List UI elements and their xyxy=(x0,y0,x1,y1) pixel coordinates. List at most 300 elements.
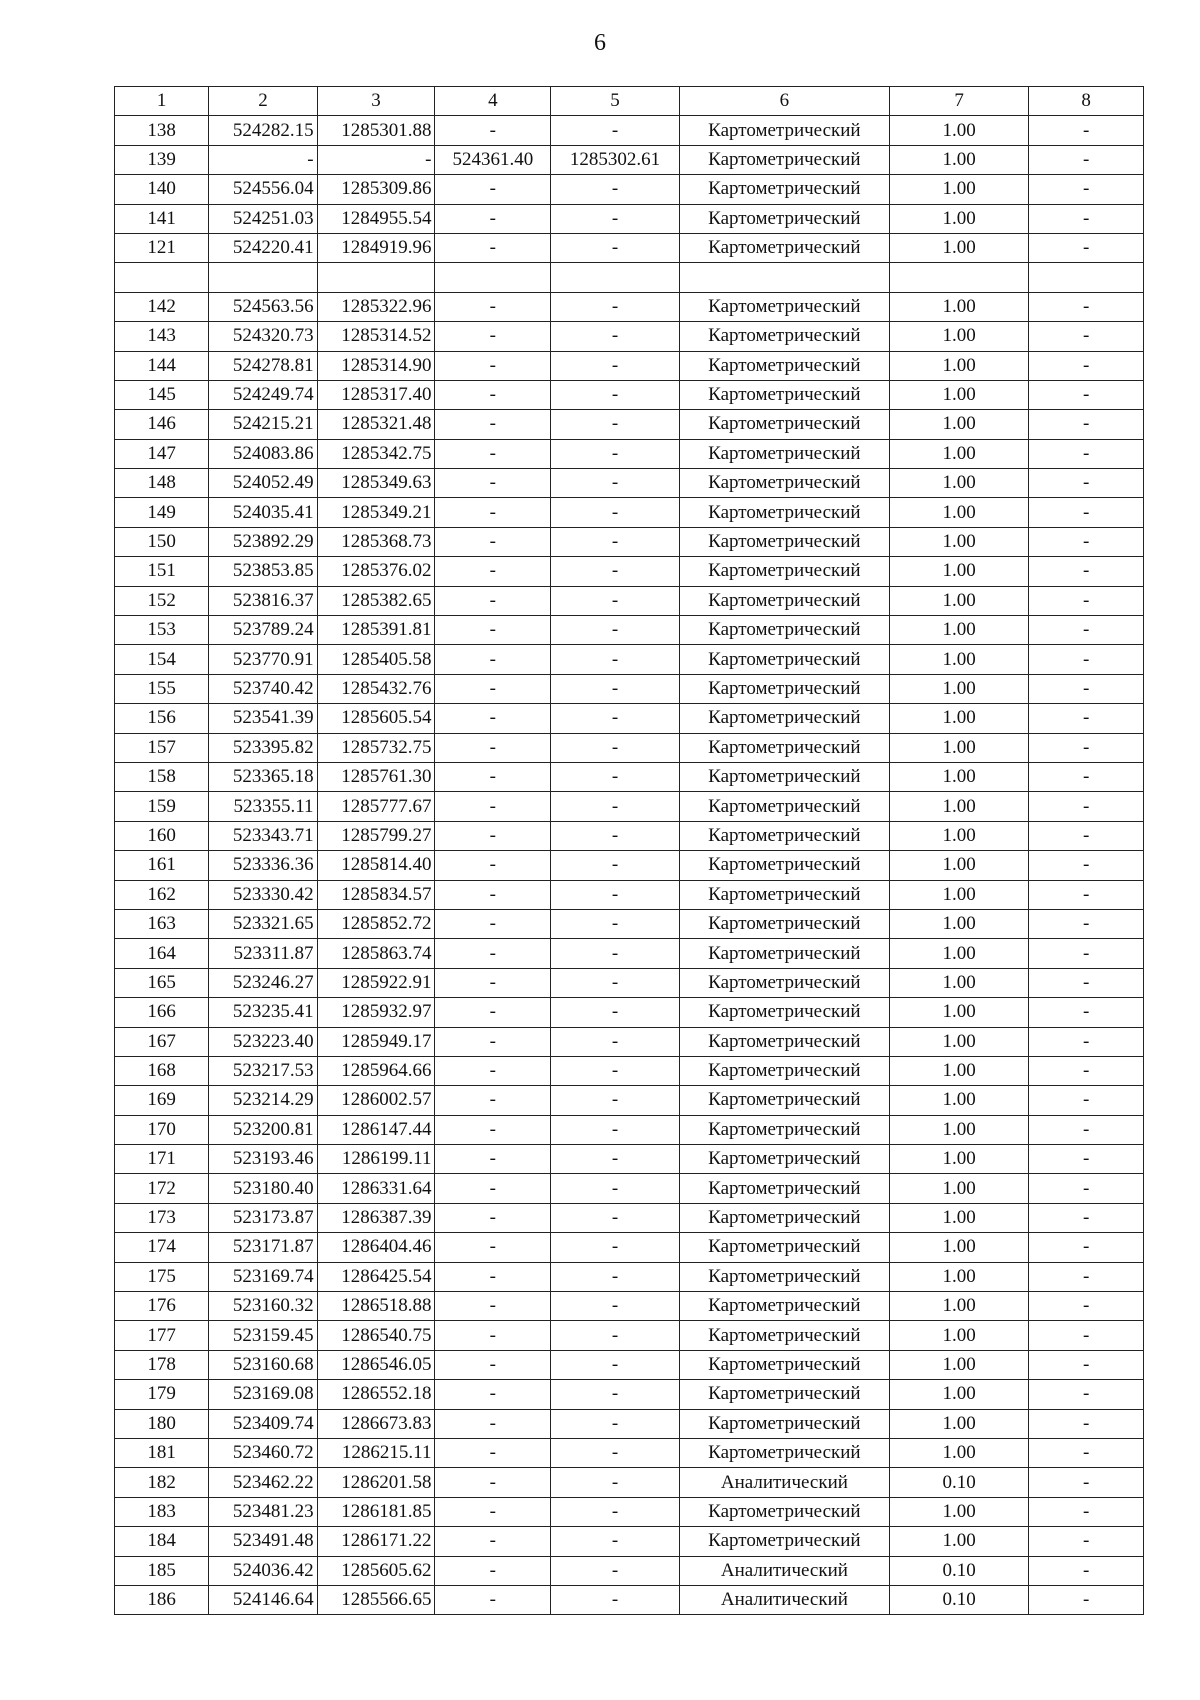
table-cell-col-7: 1.00 xyxy=(889,586,1028,615)
table-cell-col-3: 1285342.75 xyxy=(317,439,435,468)
table-row xyxy=(115,263,1144,292)
table-cell-col-8: - xyxy=(1029,1438,1144,1467)
table-cell-col-3: 1285314.90 xyxy=(317,351,435,380)
table-row xyxy=(115,1585,1144,1614)
table-cell-col-5 xyxy=(551,263,680,292)
table-cell-col-5: - xyxy=(551,792,680,821)
table-cell-col-7: 1.00 xyxy=(889,351,1028,380)
table-cell-col-3: 1286171.22 xyxy=(317,1527,435,1556)
table-cell-col-4: - xyxy=(435,410,551,439)
table-cell-col-1: 175 xyxy=(115,1262,209,1291)
table-cell-col-7: 1.00 xyxy=(889,439,1028,468)
table-row xyxy=(115,645,1144,674)
table-cell-col-4: - xyxy=(435,733,551,762)
table-cell-col-2: 523395.82 xyxy=(209,733,317,762)
table-row xyxy=(115,116,1144,145)
table-cell-col-1: 176 xyxy=(115,1292,209,1321)
table-cell-col-2: 523409.74 xyxy=(209,1409,317,1438)
table-cell-col-3: 1285605.54 xyxy=(317,704,435,733)
table-cell-col-2: 524320.73 xyxy=(209,322,317,351)
table-row xyxy=(115,469,1144,498)
table-cell-col-1: 164 xyxy=(115,939,209,968)
table-cell-col-6: Картометрический xyxy=(679,1292,889,1321)
table-cell-col-7: 1.00 xyxy=(889,1262,1028,1291)
table-cell-col-8: - xyxy=(1029,1497,1144,1526)
table-cell-col-2: 523160.32 xyxy=(209,1292,317,1321)
table-cell-col-6: Картометрический xyxy=(679,998,889,1027)
table-cell-col-6: Картометрический xyxy=(679,439,889,468)
table-cell-col-2: 523173.87 xyxy=(209,1203,317,1232)
table-cell-col-8: - xyxy=(1029,557,1144,586)
table-cell-col-5: - xyxy=(551,1321,680,1350)
table-cell-col-4: - xyxy=(435,1027,551,1056)
table-cell-col-2: 524563.56 xyxy=(209,292,317,321)
table-cell-col-5: - xyxy=(551,439,680,468)
table-cell-col-4: 524361.40 xyxy=(435,145,551,174)
table-cell-col-5: - xyxy=(551,851,680,880)
table-cell-col-8: - xyxy=(1029,1262,1144,1291)
table-cell-col-7: 1.00 xyxy=(889,1321,1028,1350)
table-cell-col-8: - xyxy=(1029,704,1144,733)
table-cell-col-6: Картометрический xyxy=(679,410,889,439)
table-row xyxy=(115,1056,1144,1085)
table-cell-col-6: Картометрический xyxy=(679,498,889,527)
table-cell-col-4: - xyxy=(435,880,551,909)
table-cell-col-1: 179 xyxy=(115,1380,209,1409)
table-cell-col-4: - xyxy=(435,351,551,380)
table-cell-col-3: 1286518.88 xyxy=(317,1292,435,1321)
table-cell-col-1: 152 xyxy=(115,586,209,615)
table-cell-col-2: 523193.46 xyxy=(209,1145,317,1174)
table-cell-col-3: 1285349.63 xyxy=(317,469,435,498)
table-cell-col-7: 1.00 xyxy=(889,616,1028,645)
table-row xyxy=(115,1409,1144,1438)
table-cell-col-6: Картометрический xyxy=(679,527,889,556)
table-cell-col-2: 523330.42 xyxy=(209,880,317,909)
table-cell-col-3 xyxy=(317,263,435,292)
table-row xyxy=(115,1321,1144,1350)
table-cell-col-4: - xyxy=(435,821,551,850)
table-cell-col-1: 163 xyxy=(115,909,209,938)
table-cell-col-3: 1286199.11 xyxy=(317,1145,435,1174)
table-cell-col-7: 1.00 xyxy=(889,410,1028,439)
table-cell-col-7: 1.00 xyxy=(889,498,1028,527)
table-cell-col-7: 1.00 xyxy=(889,1056,1028,1085)
table-cell-col-1: 147 xyxy=(115,439,209,468)
table-cell-col-3: 1284919.96 xyxy=(317,233,435,262)
table-cell-col-6: Картометрический xyxy=(679,792,889,821)
table-cell-col-5: - xyxy=(551,175,680,204)
table-cell-col-7: 1.00 xyxy=(889,1086,1028,1115)
table-cell-col-6: Картометрический xyxy=(679,733,889,762)
table-cell-col-5: - xyxy=(551,909,680,938)
table-cell-col-4: - xyxy=(435,616,551,645)
table-cell-col-2: 523789.24 xyxy=(209,616,317,645)
table-cell-col-1: 141 xyxy=(115,204,209,233)
table-cell-col-5: - xyxy=(551,469,680,498)
table-cell-col-1: 144 xyxy=(115,351,209,380)
table-cell-col-5: - xyxy=(551,233,680,262)
table-cell-col-3: 1285309.86 xyxy=(317,175,435,204)
table-cell-col-2: 524251.03 xyxy=(209,204,317,233)
table-cell-col-3: 1286673.83 xyxy=(317,1409,435,1438)
table-cell-col-8: - xyxy=(1029,469,1144,498)
table-row xyxy=(115,292,1144,321)
table-cell-col-1: 178 xyxy=(115,1350,209,1379)
table-row xyxy=(115,968,1144,997)
column-header-3: 3 xyxy=(317,87,435,116)
table-cell-col-7: 1.00 xyxy=(889,527,1028,556)
table-cell-col-8: - xyxy=(1029,586,1144,615)
table-cell-col-1: 140 xyxy=(115,175,209,204)
table-cell-col-8: - xyxy=(1029,1233,1144,1262)
table-cell-col-6: Картометрический xyxy=(679,704,889,733)
table-cell-col-5: - xyxy=(551,1145,680,1174)
table-cell-col-3: 1285949.17 xyxy=(317,1027,435,1056)
table-cell-col-1: 157 xyxy=(115,733,209,762)
table-cell-col-3: 1286331.64 xyxy=(317,1174,435,1203)
table-row xyxy=(115,1292,1144,1321)
table-cell-col-5: - xyxy=(551,1203,680,1232)
table-row xyxy=(115,586,1144,615)
table-row xyxy=(115,880,1144,909)
table-cell-col-5: - xyxy=(551,998,680,1027)
table-cell-col-8: - xyxy=(1029,1115,1144,1144)
table-cell-col-5: - xyxy=(551,939,680,968)
table-cell-col-4: - xyxy=(435,1409,551,1438)
table-cell-col-5: - xyxy=(551,762,680,791)
table-cell-col-1: 167 xyxy=(115,1027,209,1056)
table-cell-col-3: 1286404.46 xyxy=(317,1233,435,1262)
table-cell-col-1: 150 xyxy=(115,527,209,556)
table-row xyxy=(115,498,1144,527)
table-cell-col-8: - xyxy=(1029,616,1144,645)
table-row xyxy=(115,1380,1144,1409)
table-cell-col-3: 1286540.75 xyxy=(317,1321,435,1350)
table-row xyxy=(115,1233,1144,1262)
table-row xyxy=(115,1115,1144,1144)
table-cell-col-4: - xyxy=(435,968,551,997)
table-cell-col-1: 145 xyxy=(115,380,209,409)
column-header-4: 4 xyxy=(435,87,551,116)
table-cell-col-6: Картометрический xyxy=(679,469,889,498)
table-cell-col-3: 1286425.54 xyxy=(317,1262,435,1291)
table-cell-col-2: 523311.87 xyxy=(209,939,317,968)
table-cell-col-2: 523365.18 xyxy=(209,762,317,791)
table-cell-col-5: - xyxy=(551,645,680,674)
table-cell-col-7: 1.00 xyxy=(889,1203,1028,1232)
table-cell-col-3: 1285349.21 xyxy=(317,498,435,527)
table-cell-col-5: 1285302.61 xyxy=(551,145,680,174)
table-cell-col-7: 1.00 xyxy=(889,704,1028,733)
table-cell-col-1 xyxy=(115,263,209,292)
table-cell-col-5: - xyxy=(551,498,680,527)
table-cell-col-3: 1286201.58 xyxy=(317,1468,435,1497)
column-header-6: 6 xyxy=(679,87,889,116)
table-cell-col-6: Картометрический xyxy=(679,880,889,909)
table-cell-col-8: - xyxy=(1029,880,1144,909)
table-cell-col-7: 1.00 xyxy=(889,968,1028,997)
table-cell-col-2: - xyxy=(209,145,317,174)
table-cell-col-8: - xyxy=(1029,116,1144,145)
table-cell-col-8: - xyxy=(1029,1321,1144,1350)
table-cell-col-3: 1285834.57 xyxy=(317,880,435,909)
column-header-7: 7 xyxy=(889,87,1028,116)
table-cell-col-2: 523462.22 xyxy=(209,1468,317,1497)
table-cell-col-8: - xyxy=(1029,733,1144,762)
table-cell-col-7: 1.00 xyxy=(889,380,1028,409)
table-cell-col-5: - xyxy=(551,322,680,351)
table-row xyxy=(115,204,1144,233)
table-cell-col-2: 523491.48 xyxy=(209,1527,317,1556)
table-cell-col-1: 156 xyxy=(115,704,209,733)
table-cell-col-4: - xyxy=(435,380,551,409)
table-cell-col-3: 1285317.40 xyxy=(317,380,435,409)
table-cell-col-8: - xyxy=(1029,1027,1144,1056)
table-cell-col-6: Аналитический xyxy=(679,1585,889,1614)
table-row xyxy=(115,351,1144,380)
table-cell-col-5: - xyxy=(551,1350,680,1379)
table-cell-col-2: 523246.27 xyxy=(209,968,317,997)
table-cell-col-1: 154 xyxy=(115,645,209,674)
table-row xyxy=(115,233,1144,262)
table-cell-col-6: Картометрический xyxy=(679,322,889,351)
table-cell-col-7: 1.00 xyxy=(889,1438,1028,1467)
table-cell-col-4: - xyxy=(435,851,551,880)
table-cell-col-1: 161 xyxy=(115,851,209,880)
table-cell-col-4: - xyxy=(435,116,551,145)
table-cell-col-1: 162 xyxy=(115,880,209,909)
table-cell-col-1: 173 xyxy=(115,1203,209,1232)
table-cell-col-2: 523892.29 xyxy=(209,527,317,556)
table-cell-col-8: - xyxy=(1029,968,1144,997)
table-cell-col-6: Картометрический xyxy=(679,1203,889,1232)
table-cell-col-3: 1284955.54 xyxy=(317,204,435,233)
table-cell-col-6: Картометрический xyxy=(679,351,889,380)
table-row xyxy=(115,704,1144,733)
table-row xyxy=(115,1350,1144,1379)
table-row xyxy=(115,792,1144,821)
table-cell-col-1: 159 xyxy=(115,792,209,821)
table-cell-col-4: - xyxy=(435,292,551,321)
table-cell-col-7: 1.00 xyxy=(889,939,1028,968)
column-header-5: 5 xyxy=(551,87,680,116)
table-cell-col-2: 524215.21 xyxy=(209,410,317,439)
table-cell-col-6: Картометрический xyxy=(679,116,889,145)
table-cell-col-3: 1285382.65 xyxy=(317,586,435,615)
table-cell-col-3: 1286552.18 xyxy=(317,1380,435,1409)
table-cell-col-4: - xyxy=(435,645,551,674)
table-cell-col-3: 1285863.74 xyxy=(317,939,435,968)
table-cell-col-8: - xyxy=(1029,1556,1144,1585)
table-cell-col-7: 1.00 xyxy=(889,1174,1028,1203)
table-cell-col-6: Картометрический xyxy=(679,851,889,880)
table-cell-col-4: - xyxy=(435,527,551,556)
table-cell-col-2: 524278.81 xyxy=(209,351,317,380)
table-cell-col-2: 523541.39 xyxy=(209,704,317,733)
table-cell-col-5: - xyxy=(551,1527,680,1556)
table-cell-col-8: - xyxy=(1029,410,1144,439)
table-cell-col-5: - xyxy=(551,821,680,850)
table-row xyxy=(115,439,1144,468)
table-cell-col-7: 1.00 xyxy=(889,145,1028,174)
table-cell-col-1: 184 xyxy=(115,1527,209,1556)
table-cell-col-1: 149 xyxy=(115,498,209,527)
table-cell-col-7: 1.00 xyxy=(889,880,1028,909)
table-cell-col-1: 121 xyxy=(115,233,209,262)
table-cell-col-6: Картометрический xyxy=(679,1233,889,1262)
table-cell-col-8: - xyxy=(1029,145,1144,174)
table-cell-col-5: - xyxy=(551,527,680,556)
table-cell-col-3: 1286181.85 xyxy=(317,1497,435,1526)
table-cell-col-2: 523180.40 xyxy=(209,1174,317,1203)
table-cell-col-2: 523214.29 xyxy=(209,1086,317,1115)
table-cell-col-6: Картометрический xyxy=(679,616,889,645)
table-row xyxy=(115,410,1144,439)
table-cell-col-2: 523853.85 xyxy=(209,557,317,586)
table-cell-col-6: Картометрический xyxy=(679,557,889,586)
table-cell-col-8: - xyxy=(1029,380,1144,409)
table-row xyxy=(115,1438,1144,1467)
table-cell-col-7: 1.00 xyxy=(889,204,1028,233)
table-row xyxy=(115,1497,1144,1526)
table-cell-col-2: 523740.42 xyxy=(209,674,317,703)
table-cell-col-5: - xyxy=(551,1438,680,1467)
table-row xyxy=(115,674,1144,703)
table-cell-col-2: 523816.37 xyxy=(209,586,317,615)
table-cell-col-4: - xyxy=(435,1056,551,1085)
table-row xyxy=(115,1174,1144,1203)
table-cell-col-7: 1.00 xyxy=(889,175,1028,204)
table-row xyxy=(115,616,1144,645)
table-cell-col-3: 1285321.48 xyxy=(317,410,435,439)
table-cell-col-1: 170 xyxy=(115,1115,209,1144)
table-cell-col-7: 0.10 xyxy=(889,1556,1028,1585)
table-row xyxy=(115,939,1144,968)
table-cell-col-7: 1.00 xyxy=(889,1145,1028,1174)
table-cell-col-5: - xyxy=(551,1380,680,1409)
table-cell-col-7: 1.00 xyxy=(889,233,1028,262)
table-cell-col-8: - xyxy=(1029,674,1144,703)
table-cell-col-6: Картометрический xyxy=(679,674,889,703)
table-cell-col-3: 1285932.97 xyxy=(317,998,435,1027)
column-header-8: 8 xyxy=(1029,87,1144,116)
column-header-2: 2 xyxy=(209,87,317,116)
table-cell-col-7: 1.00 xyxy=(889,1233,1028,1262)
table-cell-col-1: 182 xyxy=(115,1468,209,1497)
table-cell-col-4: - xyxy=(435,1438,551,1467)
table-row xyxy=(115,527,1144,556)
table-cell-col-6: Картометрический xyxy=(679,909,889,938)
table-cell-col-2: 523481.23 xyxy=(209,1497,317,1526)
table-cell-col-5: - xyxy=(551,616,680,645)
table-cell-col-8: - xyxy=(1029,998,1144,1027)
table-cell-col-8: - xyxy=(1029,1145,1144,1174)
table-cell-col-2: 523223.40 xyxy=(209,1027,317,1056)
table-cell-col-6: Картометрический xyxy=(679,968,889,997)
table-cell-col-5: - xyxy=(551,1027,680,1056)
table-cell-col-4: - xyxy=(435,204,551,233)
table-cell-col-6: Аналитический xyxy=(679,1556,889,1585)
table-cell-col-1: 142 xyxy=(115,292,209,321)
table-cell-col-4: - xyxy=(435,469,551,498)
table-cell-col-5: - xyxy=(551,1174,680,1203)
table-cell-col-8: - xyxy=(1029,527,1144,556)
table-cell-col-2: 523159.45 xyxy=(209,1321,317,1350)
table-cell-col-4: - xyxy=(435,498,551,527)
table-cell-col-1: 148 xyxy=(115,469,209,498)
table-cell-col-7: 1.00 xyxy=(889,762,1028,791)
table-cell-col-6: Картометрический xyxy=(679,175,889,204)
table-cell-col-3: 1285322.96 xyxy=(317,292,435,321)
table-cell-col-5: - xyxy=(551,1115,680,1144)
table-cell-col-5: - xyxy=(551,968,680,997)
table-cell-col-8: - xyxy=(1029,1380,1144,1409)
table-cell-col-1: 185 xyxy=(115,1556,209,1585)
table-cell-col-4: - xyxy=(435,1556,551,1585)
table-cell-col-6: Картометрический xyxy=(679,292,889,321)
coordinates-table xyxy=(114,86,1144,1615)
table-cell-col-8: - xyxy=(1029,1585,1144,1614)
table-cell-col-5: - xyxy=(551,292,680,321)
table-cell-col-5: - xyxy=(551,204,680,233)
table-cell-col-2: 524083.86 xyxy=(209,439,317,468)
table-cell-col-7: 1.00 xyxy=(889,1292,1028,1321)
table-cell-col-7: 1.00 xyxy=(889,851,1028,880)
table-cell-col-5: - xyxy=(551,674,680,703)
table-cell-col-5: - xyxy=(551,1086,680,1115)
table-cell-col-8: - xyxy=(1029,1056,1144,1085)
table-cell-col-2: 523160.68 xyxy=(209,1350,317,1379)
table-row xyxy=(115,322,1144,351)
table-cell-col-8: - xyxy=(1029,322,1144,351)
table-cell-col-7: 1.00 xyxy=(889,1409,1028,1438)
table-cell-col-1: 146 xyxy=(115,410,209,439)
table-cell-col-2: 523336.36 xyxy=(209,851,317,880)
table-cell-col-5: - xyxy=(551,1292,680,1321)
table-cell-col-4: - xyxy=(435,792,551,821)
table-cell-col-6: Картометрический xyxy=(679,1174,889,1203)
table-cell-col-8: - xyxy=(1029,233,1144,262)
table-cell-col-8: - xyxy=(1029,1174,1144,1203)
table-cell-col-8: - xyxy=(1029,821,1144,850)
table-row xyxy=(115,1203,1144,1232)
table-cell-col-2: 524220.41 xyxy=(209,233,317,262)
table-cell-col-7: 1.00 xyxy=(889,909,1028,938)
table-cell-col-4: - xyxy=(435,1380,551,1409)
table-cell-col-1: 168 xyxy=(115,1056,209,1085)
table-cell-col-4: - xyxy=(435,175,551,204)
table-cell-col-3: 1285605.62 xyxy=(317,1556,435,1585)
table-cell-col-6: Картометрический xyxy=(679,586,889,615)
table-cell-col-6: Картометрический xyxy=(679,1145,889,1174)
table-cell-col-4: - xyxy=(435,586,551,615)
table-cell-col-3: 1285432.76 xyxy=(317,674,435,703)
table-cell-col-2: 523169.74 xyxy=(209,1262,317,1291)
table-cell-col-5: - xyxy=(551,1497,680,1526)
table-cell-col-8: - xyxy=(1029,1527,1144,1556)
table-cell-col-2: 523343.71 xyxy=(209,821,317,850)
table-row xyxy=(115,1527,1144,1556)
table-cell-col-5: - xyxy=(551,1262,680,1291)
table-cell-col-3: 1285852.72 xyxy=(317,909,435,938)
table-cell-col-1: 158 xyxy=(115,762,209,791)
table-row xyxy=(115,1145,1144,1174)
table-cell-col-2: 523235.41 xyxy=(209,998,317,1027)
table-cell-col-3: 1285314.52 xyxy=(317,322,435,351)
table-cell-col-2: 523217.53 xyxy=(209,1056,317,1085)
table-cell-col-1: 183 xyxy=(115,1497,209,1526)
